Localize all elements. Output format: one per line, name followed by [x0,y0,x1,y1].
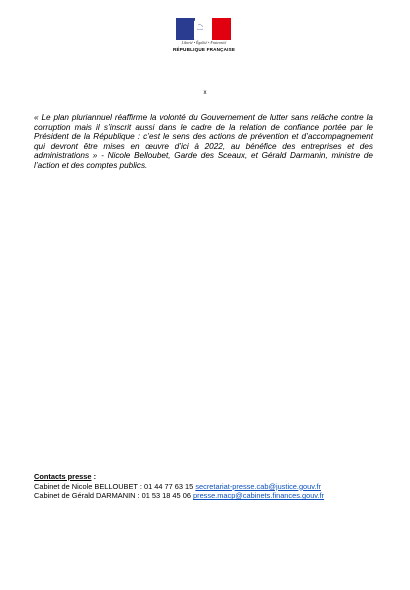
contact-label-darmanin: Cabinet de Gérald DARMANIN : 01 53 18 45 06 [34,491,193,501]
contact-line-darmanin [34,491,394,501]
contact-label-belloubet: Cabinet de Nicole BELLOUBET : 01 44 77 63 15 [34,481,196,491]
marianne-flag-icon [176,18,231,40]
ministers-quote: « Le plan pluriannuel réaffirme la volonté du Gouvernement de lutter sans relâche contre la corruption mais il s’inscrit aussi dans le cadre de la relation de confiance portée par le Président de la République : c’est le sens des actions de prévention et d’accompagnement qui devront être mises en œuvre d’ici à 2022, au bénéfice des entreprises et des administrations » - Nicole Belloubet, Garde des Sceaux, et Gérald Darmanin, ministre de l’action et des comptes publics. [34,113,373,170]
press-contacts-heading-line [34,472,394,482]
press-contacts-heading: Contacts presse [34,472,92,481]
contact-line-belloubet [34,482,394,492]
section-marker: x [203,90,207,96]
republique-francaise-logo [173,18,235,58]
press-contacts [34,472,394,501]
press-contacts-colon: : [91,472,97,481]
email-link-belloubet[interactable]: secretariat-presse.cab@justice.gouv.fr [195,481,321,491]
email-link-darmanin[interactable]: presse.macp@cabinets.finances.gouv.fr [193,491,325,501]
republique-francaise-label: RÉPUBLIQUE FRANÇAISE [173,47,236,52]
republic-motto: Liberté • Égalité • Fraternité [181,41,227,45]
